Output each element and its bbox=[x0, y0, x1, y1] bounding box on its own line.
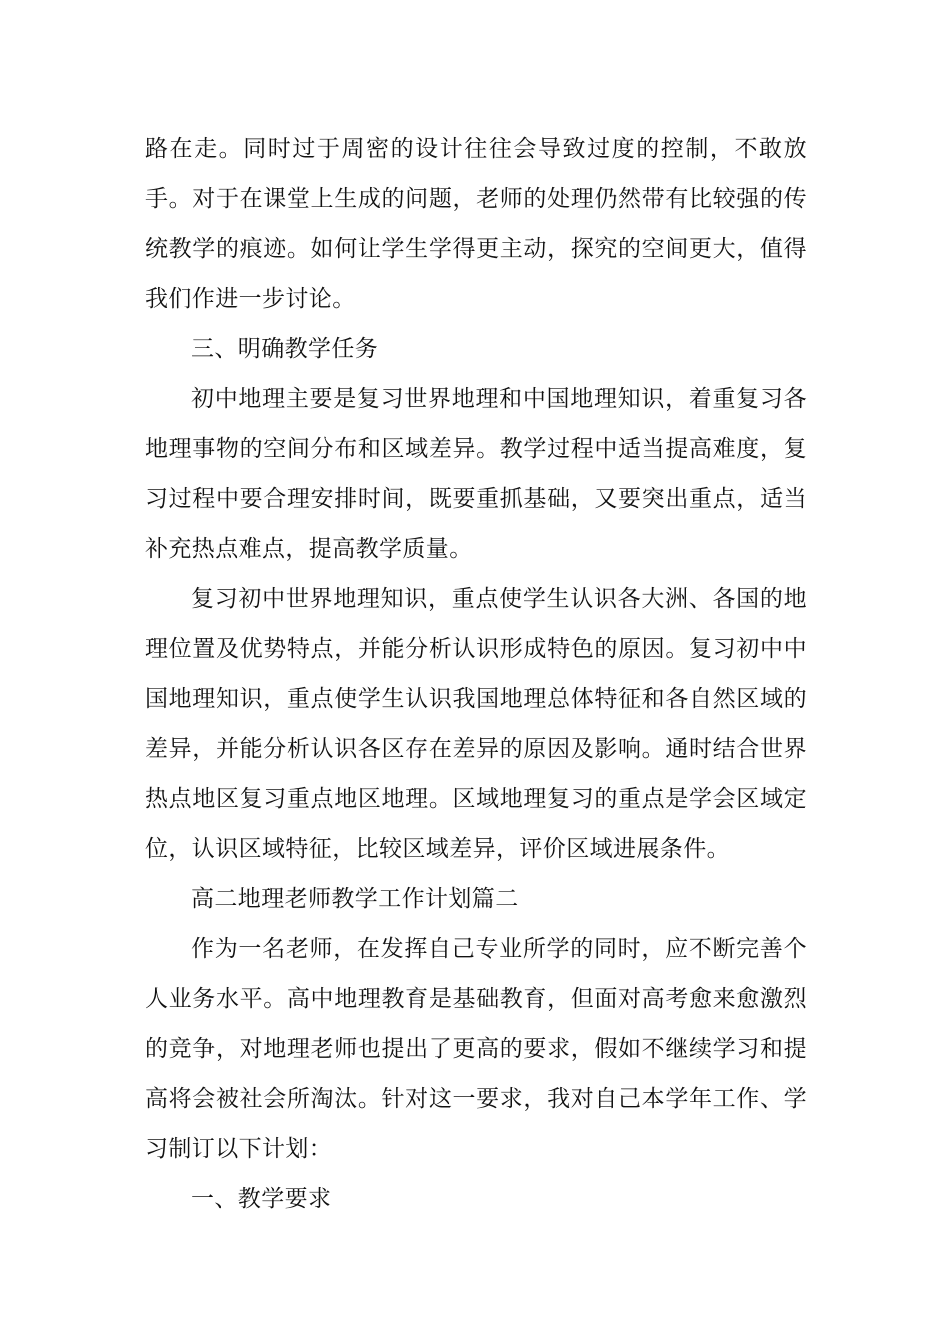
paragraph: 作为一名老师，在发挥自己专业所学的同时，应不断完善个人业务水平。高中地理教育是基础教育，但面对高考愈来愈激烈的竞争，对地理老师也提出了更高的要求，假如不继续学习和提高将会被社会所淘汰。针对这一要求，我对自己本学年工作、学习制订以下计划： bbox=[145, 936, 807, 1162]
paragraph-continuation: 路在走。同时过于周密的设计往往会导致过度的控制，不敢放手。对于在课堂上生成的问题，老师的处理仍然带有比较强的传统教学的痕迹。如何让学生学得更主动，探究的空间更大，值得我们作进一步讨论。 bbox=[145, 136, 807, 312]
document-body bbox=[145, 124, 807, 1224]
article-title: 高二地理老师教学工作计划篇二 bbox=[191, 886, 519, 912]
paragraph: 初中地理主要是复习世界地理和中国地理知识，着重复习各地理事物的空间分布和区域差异。教学过程中适当提高难度，复习过程中要合理安排时间，既要重抓基础，又要突出重点，适当补充热点难点，提高教学质量。 bbox=[145, 386, 807, 562]
section-heading-3: 三、明确教学任务 bbox=[191, 336, 379, 362]
section-heading-1: 一、教学要求 bbox=[191, 1186, 332, 1212]
paragraph: 复习初中世界地理知识，重点使学生认识各大洲、各国的地理位置及优势特点，并能分析认识形成特色的原因。复习初中中国地理知识，重点使学生认识我国地理总体特征和各自然区域的差异，并能分析认识各区存在差异的原因及影响。通时结合世界热点地区复习重点地区地理。区域地理复习的重点是学会区域定位，认识区域特征，比较区域差异，评价区域进展条件。 bbox=[145, 586, 807, 862]
